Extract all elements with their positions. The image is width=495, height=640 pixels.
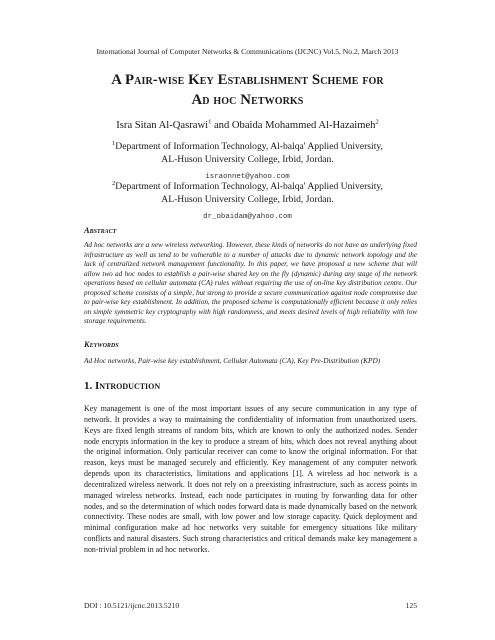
introduction-heading — [84, 380, 160, 392]
title-line-2: Ad hoc Networks — [191, 92, 304, 108]
affiliation-1-line-1 — [0, 141, 495, 154]
author-connector: and — [211, 120, 232, 131]
affiliation-1-sup: 1 — [112, 139, 116, 147]
footer-doi: DOI : 10.5121/ijcnc.2013.5210 — [84, 601, 180, 610]
affiliation-1-dept: Department of Information Technology, Al-balqa' Applied University, — [115, 141, 383, 152]
affiliation-2-sup: 2 — [112, 179, 116, 187]
introduction-number: 1. — [84, 380, 93, 392]
journal-header: International Journal of Computer Networks & Communications (IJCNC) Vol.5, No.2, March 2013 — [96, 47, 399, 56]
title-line-1: A Pair-wise Key Establishment Scheme for — [111, 72, 384, 88]
author-list — [0, 120, 495, 131]
affiliation-2-line-1 — [0, 181, 495, 194]
abstract-heading: Abstract — [84, 226, 117, 235]
keywords-body: Ad Hoc networks, Pair-wise key establishment, Cellular Automata (CA), Key Pre-Distribution (KPD) — [84, 356, 381, 365]
author-2-sup: 2 — [375, 118, 379, 126]
paper-title — [0, 70, 495, 110]
introduction-title: Introduction — [95, 380, 161, 392]
affiliation-1-line-2: AL-Huson University College, Irbid, Jordan. — [161, 153, 334, 165]
abstract-body: Ad hoc networks are a new wireless networking. However, these kinds of networks do not have an underlying fixed infrastructure as well as tend to be vulnerable to a number of attacks due to dynamic network topology and the lack of centralized network management functionality. In this paper, we have proposed a new scheme that will allow two ad hoc nodes to establish a pair-wise shared key on the fly (dynamic) during any stage of the network operations based on cellular automata (CA) rules without requiring the use of on-line key distribution centre. Our proposed scheme consists of a simple, but strong to provide a secure communication against node compromise due to pair-wise key establishment. In addition, the proposed scheme is computationally efficient because it only relies on simple symmetric key cryptography with high randomness, and meets desired levels of high reliability with low storage requirements. — [84, 241, 417, 326]
email-1[interactable]: israonnet@yahoo.com — [205, 173, 290, 181]
page-number: 125 — [405, 601, 417, 610]
affiliation-2-dept: Department of Information Technology, Al-balqa' Applied University, — [115, 181, 383, 192]
author-2: Obaida Mohammed Al-Hazaimeh — [231, 120, 376, 131]
introduction-body: Key management is one of the most important issues of any secure communication in any type of network. It provides a way to maintaining the confidentiality of information from unauthorized users. Keys are fixed length streams of random bits, which are known to only the authorized nodes. Sender node encrypts information in the key to produce a stream of bits, which does not reveal anything about the original information. Only particular receiver can come to know the original information. For that reason, keys must be managed securely and efficiently. Key management of any computer network depends upon its characteristics, limitations and applications [1]. A wireless ad hoc network is a decentralized wireless network. It does not rely on a preexisting infrastructure, such as access points in managed wireless networks. Instead, each node participates in routing by forwarding data for other nodes, and so the determination of which nodes forward data is made dynamically based on the network connectivity. These nodes are small, with low power and low storage capacity. Quick deployment and minimal configuration make ad hoc networks very suitable for emergency situations like military conflicts and natural disasters. Such strong characteristics and critical demands make key management a non-trivial problem in ad hoc networks. — [84, 404, 417, 554]
author-1-sup: 1 — [208, 118, 212, 126]
author-1: Isra Sitan Al-Qasrawi — [116, 120, 209, 131]
email-2[interactable]: dr_obaidam@yahoo.com — [203, 213, 292, 221]
keywords-heading: Keywords — [84, 340, 119, 349]
affiliation-1 — [0, 141, 495, 166]
affiliation-2-line-2: AL-Huson University College, Irbid, Jordan. — [161, 193, 334, 205]
affiliation-2 — [0, 181, 495, 206]
